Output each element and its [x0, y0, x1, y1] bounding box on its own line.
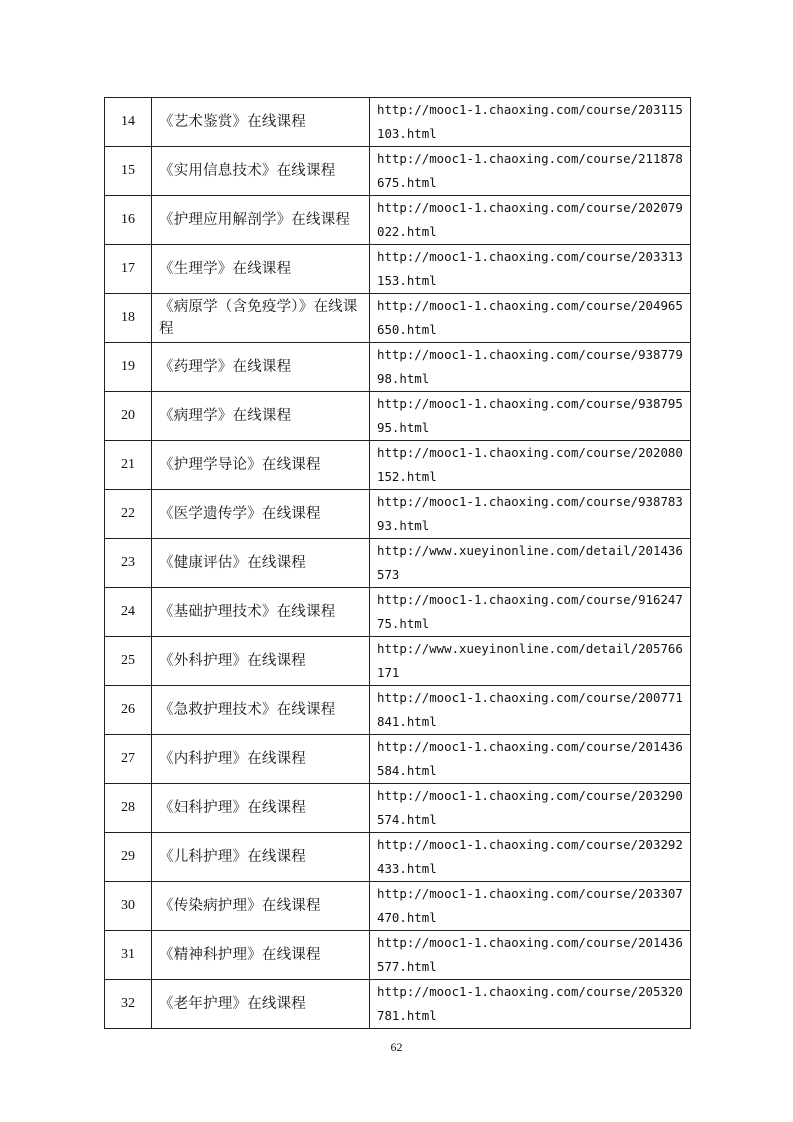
- course-url: http://mooc1-1.chaoxing.com/course/203115103.html: [370, 98, 691, 147]
- course-url: http://mooc1-1.chaoxing.com/course/93879595.html: [370, 392, 691, 441]
- table-row: [105, 147, 691, 196]
- table-row: [105, 343, 691, 392]
- course-url: http://mooc1-1.chaoxing.com/course/203313153.html: [370, 245, 691, 294]
- course-name: 《病理学》在线课程: [152, 392, 370, 441]
- course-name: 《精神科护理》在线课程: [152, 931, 370, 980]
- page-number: 62: [390, 1040, 403, 1054]
- row-number: 16: [105, 196, 152, 245]
- table-row: [105, 637, 691, 686]
- row-number: 19: [105, 343, 152, 392]
- table-row: [105, 294, 691, 343]
- course-name: 《基础护理技术》在线课程: [152, 588, 370, 637]
- course-name: 《急救护理技术》在线课程: [152, 686, 370, 735]
- course-url: http://mooc1-1.chaoxing.com/course/203292433.html: [370, 833, 691, 882]
- course-name: 《儿科护理》在线课程: [152, 833, 370, 882]
- course-url: http://mooc1-1.chaoxing.com/course/93878393.html: [370, 490, 691, 539]
- course-url: http://mooc1-1.chaoxing.com/course/201436584.html: [370, 735, 691, 784]
- course-url: http://mooc1-1.chaoxing.com/course/200771841.html: [370, 686, 691, 735]
- table-row: [105, 392, 691, 441]
- course-name: 《艺术鉴赏》在线课程: [152, 98, 370, 147]
- course-name: 《护理应用解剖学》在线课程: [152, 196, 370, 245]
- row-number: 29: [105, 833, 152, 882]
- course-url: http://mooc1-1.chaoxing.com/course/203290574.html: [370, 784, 691, 833]
- course-name: 《传染病护理》在线课程: [152, 882, 370, 931]
- table-row: [105, 882, 691, 931]
- course-name: 《护理学导论》在线课程: [152, 441, 370, 490]
- row-number: 24: [105, 588, 152, 637]
- course-url: http://mooc1-1.chaoxing.com/course/205320781.html: [370, 980, 691, 1029]
- course-url: http://www.xueyinonline.com/detail/205766171: [370, 637, 691, 686]
- row-number: 26: [105, 686, 152, 735]
- row-number: 27: [105, 735, 152, 784]
- course-name: 《老年护理》在线课程: [152, 980, 370, 1029]
- row-number: 17: [105, 245, 152, 294]
- course-name: 《健康评估》在线课程: [152, 539, 370, 588]
- row-number: 18: [105, 294, 152, 343]
- table-row: [105, 539, 691, 588]
- row-number: 25: [105, 637, 152, 686]
- course-name: 《外科护理》在线课程: [152, 637, 370, 686]
- row-number: 15: [105, 147, 152, 196]
- course-name: 《妇科护理》在线课程: [152, 784, 370, 833]
- course-url: http://mooc1-1.chaoxing.com/course/203307470.html: [370, 882, 691, 931]
- row-number: 30: [105, 882, 152, 931]
- row-number: 32: [105, 980, 152, 1029]
- course-url: http://mooc1-1.chaoxing.com/course/93877998.html: [370, 343, 691, 392]
- course-name: 《生理学》在线课程: [152, 245, 370, 294]
- course-url: http://mooc1-1.chaoxing.com/course/201436577.html: [370, 931, 691, 980]
- course-name: 《药理学》在线课程: [152, 343, 370, 392]
- course-table: [104, 97, 691, 1029]
- course-name: 《实用信息技术》在线课程: [152, 147, 370, 196]
- table-row: [105, 441, 691, 490]
- row-number: 21: [105, 441, 152, 490]
- course-name: 《病原学（含免疫学）》在线课程: [152, 294, 370, 343]
- row-number: 28: [105, 784, 152, 833]
- course-url: http://www.xueyinonline.com/detail/201436573: [370, 539, 691, 588]
- row-number: 23: [105, 539, 152, 588]
- row-number: 31: [105, 931, 152, 980]
- course-url: http://mooc1-1.chaoxing.com/course/204965650.html: [370, 294, 691, 343]
- table-row: [105, 980, 691, 1029]
- table-row: [105, 931, 691, 980]
- table-row: [105, 196, 691, 245]
- row-number: 20: [105, 392, 152, 441]
- course-name: 《医学遗传学》在线课程: [152, 490, 370, 539]
- row-number: 14: [105, 98, 152, 147]
- course-url: http://mooc1-1.chaoxing.com/course/91624775.html: [370, 588, 691, 637]
- table-row: [105, 833, 691, 882]
- row-number: 22: [105, 490, 152, 539]
- course-url: http://mooc1-1.chaoxing.com/course/211878675.html: [370, 147, 691, 196]
- table-row: [105, 490, 691, 539]
- table-row: [105, 588, 691, 637]
- course-table-body: [105, 98, 691, 1029]
- course-url: http://mooc1-1.chaoxing.com/course/202080152.html: [370, 441, 691, 490]
- table-row: [105, 686, 691, 735]
- course-name: 《内科护理》在线课程: [152, 735, 370, 784]
- table-row: [105, 98, 691, 147]
- table-row: [105, 245, 691, 294]
- table-row: [105, 784, 691, 833]
- course-url: http://mooc1-1.chaoxing.com/course/202079022.html: [370, 196, 691, 245]
- table-row: [105, 735, 691, 784]
